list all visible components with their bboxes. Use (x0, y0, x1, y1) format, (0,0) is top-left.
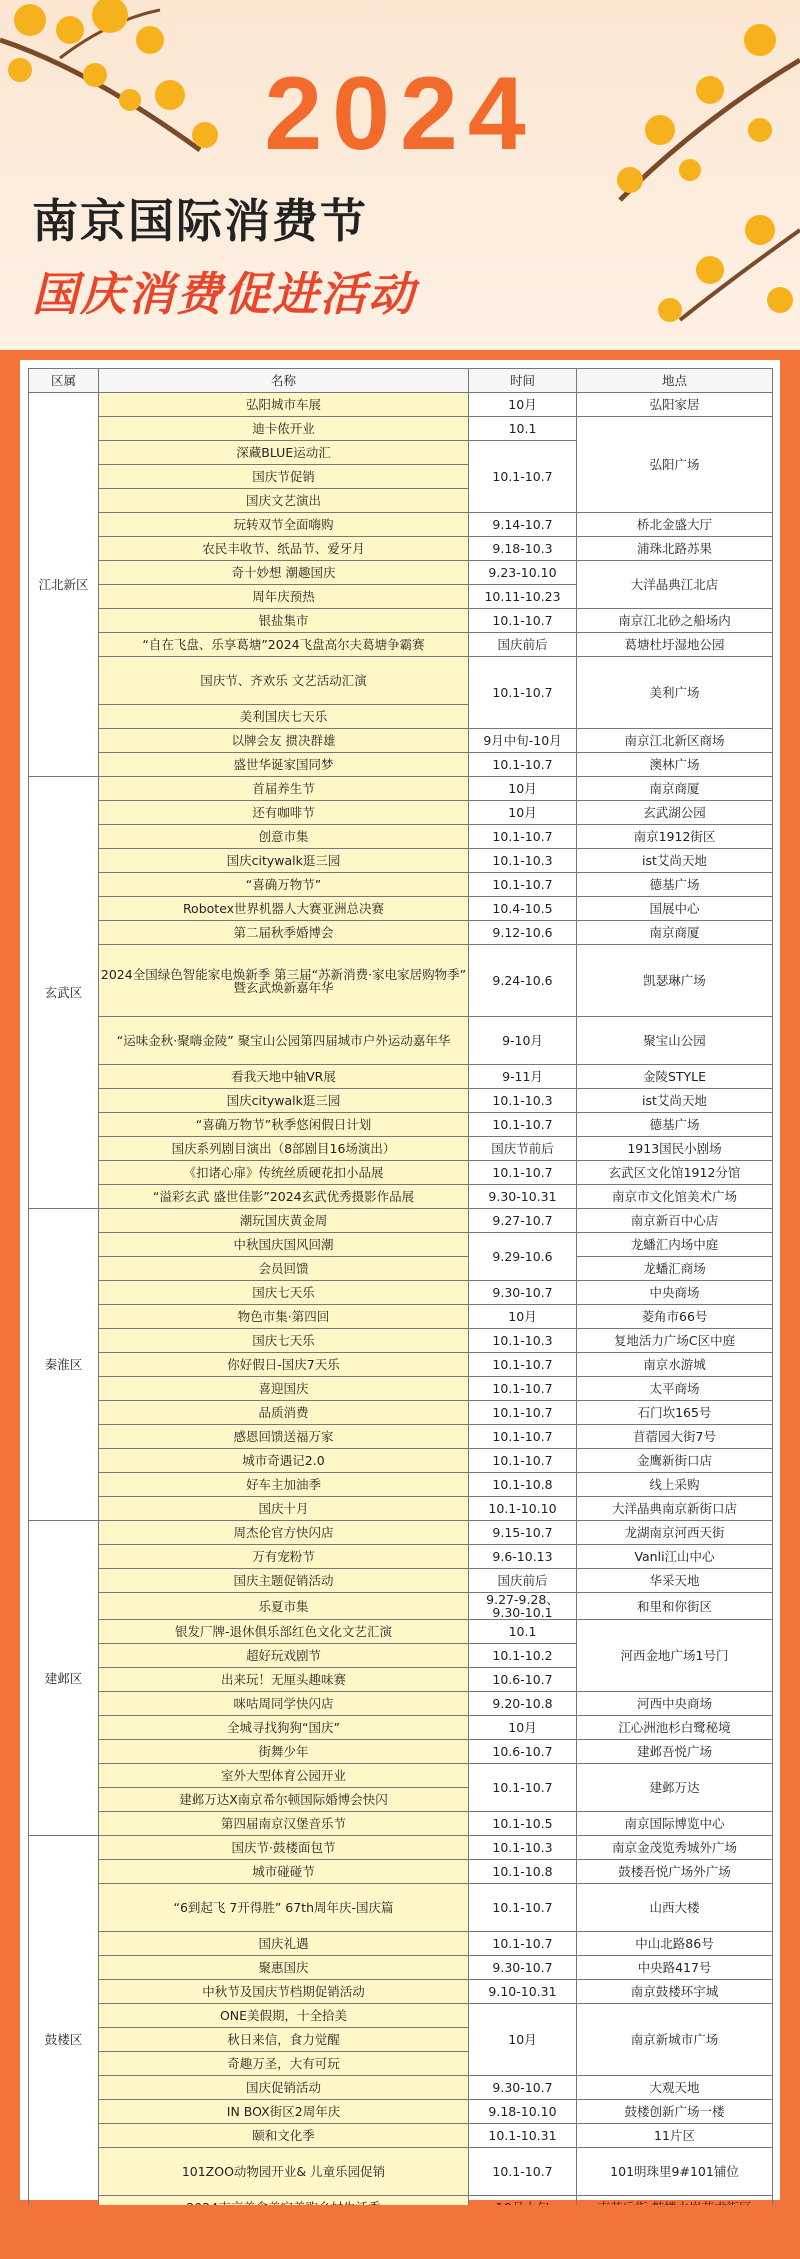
event-time-cell: 10.1-10.7 (469, 873, 577, 897)
table-row (29, 1401, 773, 1425)
event-place-cell: 弘阳家居 (577, 393, 773, 417)
event-time-cell: 国庆前后 (469, 633, 577, 657)
event-place-cell: 鼓楼创新广场一楼 (577, 2100, 773, 2124)
event-name-cell: 咪咕周同学快闪店 (99, 1692, 469, 1716)
header-district: 区属 (29, 369, 99, 393)
event-place-cell: 南京新城市广场 (577, 2004, 773, 2076)
year-heading: 2024 (264, 56, 536, 172)
event-place-cell: 浦珠北路苏果 (577, 537, 773, 561)
table-row (29, 2148, 773, 2196)
event-place-cell: ist艾尚天地 (577, 1089, 773, 1113)
table-row (29, 1620, 773, 1644)
event-name-cell: 国庆citywalk逛三园 (99, 849, 469, 873)
event-place-cell: 龙湖南京河西天街 (577, 1521, 773, 1545)
event-name-cell: 乐夏市集 (99, 1593, 469, 1620)
header-place: 地点 (577, 369, 773, 393)
event-place-cell: 南京1912街区 (577, 825, 773, 849)
event-name-cell: 美利国庆七天乐 (99, 705, 469, 729)
table-row (29, 1980, 773, 2004)
event-time-cell: 10.1-10.3 (469, 849, 577, 873)
table-row (29, 801, 773, 825)
event-place-cell: 河西金地广场1号门 (577, 1620, 773, 1692)
event-time-cell: 9.20-10.8 (469, 1692, 577, 1716)
event-name-cell: 物色市集·第四回 (99, 1305, 469, 1329)
event-name-cell: 国庆citywalk逛三园 (99, 1089, 469, 1113)
event-time-cell: 10.1-10.7 (469, 441, 577, 513)
district-cell: 江北新区 (29, 393, 99, 777)
table-row (29, 1740, 773, 1764)
table-row (29, 1377, 773, 1401)
event-name-cell: 喜迎国庆 (99, 1377, 469, 1401)
event-name-cell: 国庆节、齐欢乐 文艺活动汇演 (99, 657, 469, 705)
event-time-cell: 10.1-10.7 (469, 1449, 577, 1473)
table-row (29, 1569, 773, 1593)
event-name-cell: IN BOX街区2周年庆 (99, 2100, 469, 2124)
table-row (29, 1716, 773, 1740)
header-time: 时间 (469, 369, 577, 393)
event-time-cell: 9.23-10.10 (469, 561, 577, 585)
event-name-cell: 奇十妙想 潮趣国庆 (99, 561, 469, 585)
event-name-cell: 首届养生节 (99, 777, 469, 801)
event-name-cell: 中秋节及国庆节档期促销活动 (99, 1980, 469, 2004)
event-place-cell: 101明珠里9#101铺位 (577, 2148, 773, 2196)
event-time-cell: 10.11-10.23 (469, 585, 577, 609)
event-name-cell: 感恩回馈送福万家 (99, 1425, 469, 1449)
event-name-cell: 聚惠国庆 (99, 1956, 469, 1980)
event-place-cell: 中央商场 (577, 1281, 773, 1305)
event-time-cell: 9.27-10.7 (469, 1209, 577, 1233)
table-row (29, 1281, 773, 1305)
event-name-cell: 第二届秋季婚博会 (99, 921, 469, 945)
event-name-cell: 奇趣万圣，大有可玩 (99, 2052, 469, 2076)
event-place-cell: 江心洲池杉白鹭秘境 (577, 1716, 773, 1740)
event-name-cell: 万有宠粉节 (99, 1545, 469, 1569)
event-place-cell: 龙蟠汇商场 (577, 1257, 773, 1281)
event-place-cell: 玄武湖公园 (577, 801, 773, 825)
event-time-cell: 10.1-10.7 (469, 657, 577, 729)
table-row (29, 1497, 773, 1521)
table-row (29, 1233, 773, 1257)
district-cell: 鼓楼区 (29, 1836, 99, 2244)
event-place-cell: 菱角市66号 (577, 1305, 773, 1329)
event-place-cell: 和里和你街区 (577, 1593, 773, 1620)
table-row (29, 1353, 773, 1377)
event-name-cell: 国庆促销活动 (99, 2076, 469, 2100)
event-name-cell: 国庆文艺演出 (99, 489, 469, 513)
event-name-cell: 建邺万达X南京希尔顿国际婚博会快闪 (99, 1788, 469, 1812)
event-time-cell: 9.12-10.6 (469, 921, 577, 945)
event-time-cell: 10.1-10.31 (469, 2124, 577, 2148)
page-subtitle: 国庆消费促进活动 (32, 267, 416, 321)
table-row (29, 1257, 773, 1281)
ginkgo-leaves-right-icon (560, 0, 800, 350)
table-body (29, 393, 773, 2244)
table-row (29, 2124, 773, 2148)
event-time-cell: 10月 (469, 777, 577, 801)
event-name-cell: 看我天地中轴VR展 (99, 1065, 469, 1089)
event-time-cell: 10.4-10.5 (469, 897, 577, 921)
event-place-cell: 金陵STYLE (577, 1065, 773, 1089)
event-name-cell: 国庆节·鼓楼面包节 (99, 1836, 469, 1860)
event-place-cell: 大洋晶典南京新街口店 (577, 1497, 773, 1521)
event-name-cell: 全城寻找狗狗“国庆” (99, 1716, 469, 1740)
table-row (29, 897, 773, 921)
event-name-cell: 超好玩戏剧节 (99, 1644, 469, 1668)
event-place-cell: 南京国际博览中心 (577, 1812, 773, 1836)
event-name-cell: 创意市集 (99, 825, 469, 849)
event-place-cell: 葛塘杜圩湿地公园 (577, 633, 773, 657)
event-name-cell: 101ZOO动物园开业& 儿童乐园促销 (99, 2148, 469, 2196)
event-name-cell: “自在飞盘、乐享葛塘”2024飞盘高尔夫葛塘争霸赛 (99, 633, 469, 657)
event-time-cell: 9-10月 (469, 1017, 577, 1065)
event-name-cell: 银盐集市 (99, 609, 469, 633)
table-row (29, 1329, 773, 1353)
event-name-cell: “6到起飞 7开得胜” 67th周年庆-国庆篇 (99, 1884, 469, 1932)
event-time-cell: 10月 (469, 1305, 577, 1329)
table-row (29, 825, 773, 849)
event-time-cell: 9.10-10.31 (469, 1980, 577, 2004)
event-name-cell: 周杰伦官方快闪店 (99, 1521, 469, 1545)
event-place-cell: 德基广场 (577, 1113, 773, 1137)
event-place-cell: 南京水游城 (577, 1353, 773, 1377)
event-place-cell: 1913国民小剧场 (577, 1137, 773, 1161)
footer-band (0, 2205, 800, 2259)
table-row (29, 1932, 773, 1956)
table-row (29, 1860, 773, 1884)
event-time-cell: 10月 (469, 393, 577, 417)
table-row (29, 1692, 773, 1716)
header-banner (0, 0, 800, 350)
event-place-cell: 线上采购 (577, 1473, 773, 1497)
event-name-cell: 会员回馈 (99, 1257, 469, 1281)
event-place-cell: 南京金茂览秀城外广场 (577, 1836, 773, 1860)
event-time-cell: 10月 (469, 801, 577, 825)
table-row (29, 513, 773, 537)
event-place-cell: 南京江北新区商场 (577, 729, 773, 753)
table-row (29, 1185, 773, 1209)
event-time-cell: 10.1-10.7 (469, 1377, 577, 1401)
event-name-cell: 中秋国庆国风回潮 (99, 1233, 469, 1257)
event-place-cell: 聚宝山公园 (577, 1017, 773, 1065)
event-name-cell: 国庆主题促销活动 (99, 1569, 469, 1593)
event-place-cell: 建邺吾悦广场 (577, 1740, 773, 1764)
event-time-cell: 10.1-10.7 (469, 609, 577, 633)
event-place-cell: 弘阳广场 (577, 417, 773, 513)
event-name-cell: 国庆礼遇 (99, 1932, 469, 1956)
event-time-cell: 9.30-10.7 (469, 1281, 577, 1305)
event-time-cell: 9-11月 (469, 1065, 577, 1089)
event-time-cell: 10.1-10.10 (469, 1497, 577, 1521)
table-row (29, 1593, 773, 1620)
event-place-cell: 美利广场 (577, 657, 773, 729)
event-place-cell: 澳林广场 (577, 753, 773, 777)
event-place-cell: 南京商厦 (577, 777, 773, 801)
event-name-cell: 银发厂牌-退休俱乐部红色文化文艺汇演 (99, 1620, 469, 1644)
district-cell: 秦淮区 (29, 1209, 99, 1521)
table-row (29, 2100, 773, 2124)
event-time-cell: 10.1-10.7 (469, 2148, 577, 2196)
event-name-cell: 好车主加油季 (99, 1473, 469, 1497)
event-time-cell: 9.24-10.6 (469, 945, 577, 1017)
event-time-cell: 9.30-10.31 (469, 1185, 577, 1209)
event-name-cell: 以牌会友 掼决群雄 (99, 729, 469, 753)
event-place-cell: 石门坎165号 (577, 1401, 773, 1425)
event-time-cell: 10.1-10.8 (469, 1860, 577, 1884)
event-place-cell: 11片区 (577, 2124, 773, 2148)
event-name-cell: 《扣诸心扉》传统丝质硬花扣小品展 (99, 1161, 469, 1185)
event-name-cell: “喜确万物节”秋季悠闲假日计划 (99, 1113, 469, 1137)
event-time-cell: 9.15-10.7 (469, 1521, 577, 1545)
table-row (29, 417, 773, 441)
table-row (29, 1089, 773, 1113)
event-name-cell: 盛世华诞家国同梦 (99, 753, 469, 777)
event-place-cell: 龙蟠汇内场中庭 (577, 1233, 773, 1257)
table-row (29, 1836, 773, 1860)
event-time-cell: 10.1-10.7 (469, 825, 577, 849)
table-row (29, 393, 773, 417)
event-name-cell: Robotex世界机器人大赛亚洲总决赛 (99, 897, 469, 921)
event-time-cell: 10.1-10.8 (469, 1473, 577, 1497)
event-place-cell: 南京江北砂之船场内 (577, 609, 773, 633)
event-place-cell: 复地活力广场C区中庭 (577, 1329, 773, 1353)
event-name-cell: 周年庆预热 (99, 585, 469, 609)
event-name-cell: 国庆系列剧目演出（8部剧目16场演出） (99, 1137, 469, 1161)
event-name-cell: 品质消费 (99, 1401, 469, 1425)
table-row (29, 1305, 773, 1329)
table-row (29, 609, 773, 633)
table-row (29, 1473, 773, 1497)
event-place-cell: 南京鼓楼环宇城 (577, 1980, 773, 2004)
table-row (29, 945, 773, 1017)
event-name-cell: 农民丰收节、纸品节、爱牙月 (99, 537, 469, 561)
event-time-cell: 10.1-10.7 (469, 1113, 577, 1137)
table-row (29, 873, 773, 897)
district-cell: 玄武区 (29, 777, 99, 1209)
event-time-cell: 10.1-10.5 (469, 1812, 577, 1836)
event-place-cell: 南京新百中心店 (577, 1209, 773, 1233)
event-place-cell: 玄武区文化馆1912分馆 (577, 1161, 773, 1185)
table-row (29, 561, 773, 585)
event-time-cell: 10.1-10.2 (469, 1644, 577, 1668)
event-name-cell: 国庆七天乐 (99, 1281, 469, 1305)
table-row (29, 1956, 773, 1980)
event-time-cell: 10.6-10.7 (469, 1668, 577, 1692)
event-place-cell: 山西大楼 (577, 1884, 773, 1932)
page-title: 南京国际消费节 (32, 194, 368, 248)
table-row (29, 1209, 773, 1233)
table-row (29, 1161, 773, 1185)
event-name-cell: 深藏BLUE运动汇 (99, 441, 469, 465)
event-place-cell: 中山北路86号 (577, 1932, 773, 1956)
event-name-cell: 出来玩！无厘头趣味赛 (99, 1668, 469, 1692)
event-name-cell: “运味金秋·聚嗨金陵” 聚宝山公园第四届城市户外运动嘉年华 (99, 1017, 469, 1065)
table-row (29, 1017, 773, 1065)
event-name-cell: 还有咖啡节 (99, 801, 469, 825)
event-time-cell: 10.1 (469, 1620, 577, 1644)
table-row (29, 657, 773, 705)
event-time-cell: 10.1-10.7 (469, 1161, 577, 1185)
event-time-cell: 9.29-10.6 (469, 1233, 577, 1281)
event-table-sheet (20, 360, 780, 2200)
event-time-cell: 10.1-10.7 (469, 1932, 577, 1956)
event-time-cell: 10.1-10.7 (469, 753, 577, 777)
event-name-cell: 玩转双节全面嗨购 (99, 513, 469, 537)
event-time-cell: 9.30-10.7 (469, 1956, 577, 1980)
event-place-cell: 太平商场 (577, 1377, 773, 1401)
event-time-cell: 10.1-10.7 (469, 1401, 577, 1425)
event-place-cell: Vanli江山中心 (577, 1545, 773, 1569)
event-name-cell: 第四届南京汉堡音乐节 (99, 1812, 469, 1836)
event-time-cell: 10.1 (469, 417, 577, 441)
table-row (29, 1812, 773, 1836)
table-row (29, 1425, 773, 1449)
event-time-cell: 10.1-10.3 (469, 1089, 577, 1113)
event-place-cell: 南京商厦 (577, 921, 773, 945)
event-name-cell: 室外大型体育公园开业 (99, 1764, 469, 1788)
event-time-cell: 9.30-10.7 (469, 2076, 577, 2100)
event-time-cell: 国庆前后 (469, 1569, 577, 1593)
event-place-cell: ist艾尚天地 (577, 849, 773, 873)
event-name-cell: 颐和文化季 (99, 2124, 469, 2148)
event-time-cell: 10.1-10.3 (469, 1836, 577, 1860)
event-time-cell: 10.1-10.7 (469, 1425, 577, 1449)
event-place-cell: 大观天地 (577, 2076, 773, 2100)
table-row (29, 633, 773, 657)
event-time-cell: 10.1-10.7 (469, 1764, 577, 1812)
event-time-cell: 10月 (469, 2004, 577, 2076)
table-row (29, 2076, 773, 2100)
event-time-cell: 10月 (469, 1716, 577, 1740)
event-name-cell: 秋日来信，食力觉醒 (99, 2028, 469, 2052)
event-time-cell: 10.1-10.3 (469, 1329, 577, 1353)
event-place-cell: 德基广场 (577, 873, 773, 897)
event-place-cell: 国展中心 (577, 897, 773, 921)
table-row (29, 1065, 773, 1089)
event-name-cell: 城市奇遇记2.0 (99, 1449, 469, 1473)
event-place-cell: 鼓楼吾悦广场外广场 (577, 1860, 773, 1884)
header-name: 名称 (99, 369, 469, 393)
table-row (29, 1764, 773, 1788)
event-place-cell: 华采天地 (577, 1569, 773, 1593)
table-row (29, 921, 773, 945)
table-row (29, 777, 773, 801)
event-time-cell: 9.14-10.7 (469, 513, 577, 537)
event-name-cell: 迪卡侬开业 (99, 417, 469, 441)
event-name-cell: 你好假日-国庆7天乐 (99, 1353, 469, 1377)
table-row (29, 1545, 773, 1569)
event-place-cell: 凯瑟琳广场 (577, 945, 773, 1017)
event-time-cell: 9.27-9.28、 9.30-10.1 (469, 1593, 577, 1620)
event-name-cell: 潮玩国庆黄金周 (99, 1209, 469, 1233)
event-name-cell: “溢彩玄武 盛世佳影”2024玄武优秀摄影作品展 (99, 1185, 469, 1209)
event-time-cell: 10.1-10.7 (469, 1884, 577, 1932)
table-row (29, 729, 773, 753)
event-table (28, 368, 773, 2244)
table-row (29, 1449, 773, 1473)
event-name-cell: ONE美假期，十全拾美 (99, 2004, 469, 2028)
event-name-cell: 2024全国绿色智能家电焕新季 第三届“苏新消费·家电家居购物季” 暨玄武焕新嘉年华 (99, 945, 469, 1017)
table-header-row (29, 369, 773, 393)
table-row (29, 1884, 773, 1932)
event-time-cell: 9.6-10.13 (469, 1545, 577, 1569)
event-time-cell: 9.18-10.3 (469, 537, 577, 561)
event-time-cell: 10.6-10.7 (469, 1740, 577, 1764)
event-time-cell: 国庆节前后 (469, 1137, 577, 1161)
event-name-cell: 国庆节促销 (99, 465, 469, 489)
table-row (29, 1521, 773, 1545)
district-cell: 建邺区 (29, 1521, 99, 1836)
event-name-cell: “喜确万物节” (99, 873, 469, 897)
event-time-cell: 9.18-10.10 (469, 2100, 577, 2124)
event-place-cell: 建邺万达 (577, 1764, 773, 1812)
event-place-cell: 桥北金盛大厅 (577, 513, 773, 537)
event-place-cell: 苜蓿园大街7号 (577, 1425, 773, 1449)
table-row (29, 849, 773, 873)
event-name-cell: 国庆十月 (99, 1497, 469, 1521)
table-row (29, 537, 773, 561)
event-name-cell: 弘阳城市车展 (99, 393, 469, 417)
event-place-cell: 河西中央商场 (577, 1692, 773, 1716)
table-row (29, 1113, 773, 1137)
event-place-cell: 大洋晶典江北店 (577, 561, 773, 609)
event-place-cell: 南京市文化馆美术广场 (577, 1185, 773, 1209)
event-time-cell: 10.1-10.7 (469, 1353, 577, 1377)
event-time-cell: 9月中旬-10月 (469, 729, 577, 753)
event-name-cell: 国庆七天乐 (99, 1329, 469, 1353)
event-place-cell: 金鹰新街口店 (577, 1449, 773, 1473)
event-name-cell: 街舞少年 (99, 1740, 469, 1764)
event-place-cell: 中央路417号 (577, 1956, 773, 1980)
event-name-cell: 城市碰碰节 (99, 1860, 469, 1884)
table-row (29, 1137, 773, 1161)
table-row (29, 2004, 773, 2028)
table-row (29, 753, 773, 777)
